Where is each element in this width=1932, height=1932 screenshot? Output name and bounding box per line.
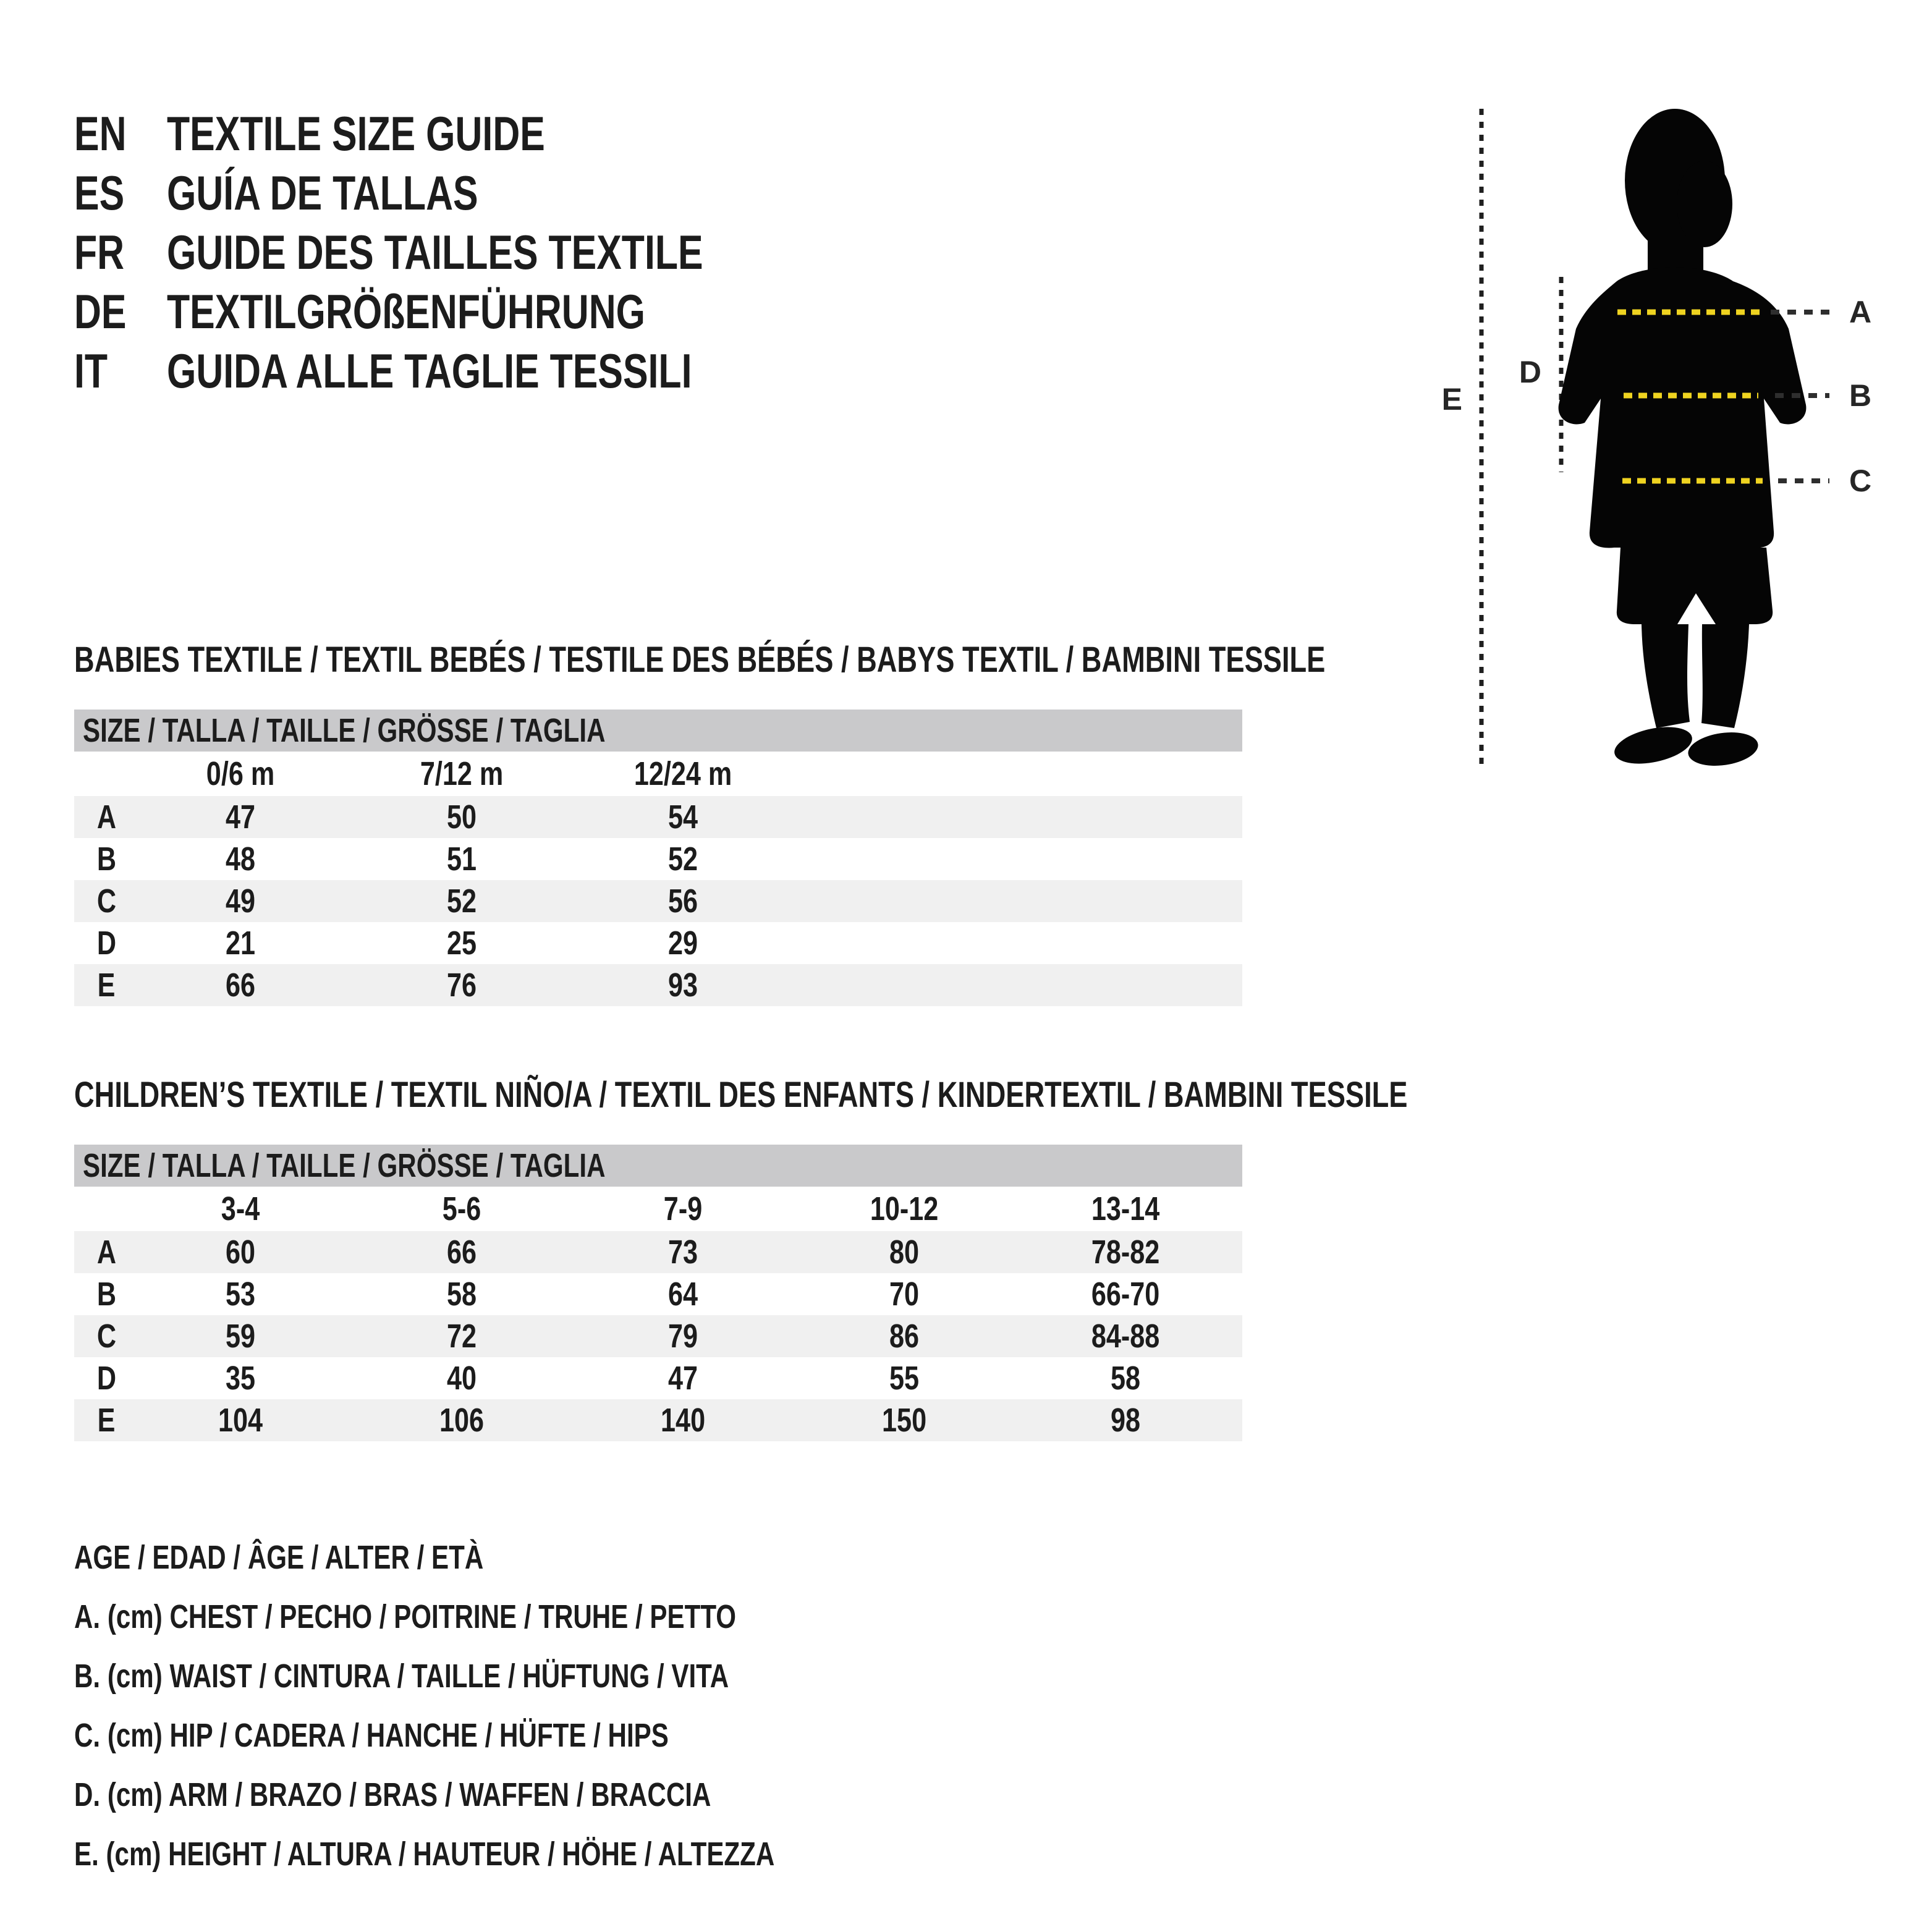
row-label: A: [96, 1234, 116, 1271]
row-label: B: [96, 1276, 116, 1313]
measurement-legend: [74, 1528, 972, 1884]
language-header: [74, 104, 854, 400]
children-row-d: D 35 40 47 55 58: [74, 1357, 1242, 1399]
babies-row-a: A 47 50 54: [74, 796, 1242, 838]
language-code-de: DE: [74, 284, 127, 339]
children-column-header-row: [74, 1187, 1242, 1231]
children-col-10-12: 10-12: [870, 1190, 939, 1227]
row-label: D: [96, 1360, 116, 1397]
language-row-de: [74, 282, 854, 341]
title-en: TEXTILE SIZE GUIDE: [167, 106, 545, 161]
row-label: B: [96, 841, 116, 878]
title-es: GUÍA DE TALLAS: [167, 166, 478, 220]
legend-chest: A. (cm) CHEST / PECHO / POITRINE / TRUHE / PETTO: [74, 1598, 737, 1635]
language-row-es: [74, 163, 854, 222]
babies-col-12-24m: 12/24 m: [633, 755, 732, 792]
children-row-b: B 53 58 64 70 66-70: [74, 1273, 1242, 1315]
legend-arm: D. (cm) ARM / BRAZO / BRAS / WAFFEN / BRACCIA: [74, 1776, 711, 1813]
legend-height: E. (cm) HEIGHT / ALTURA / HAUTEUR / HÖHE / ALTEZZA: [74, 1836, 775, 1873]
row-label: A: [96, 799, 116, 836]
figure-label-d: D: [1519, 355, 1541, 389]
figure-label-a: A: [1849, 295, 1872, 329]
language-code-it: IT: [74, 344, 108, 398]
figure-label-e: E: [1441, 382, 1462, 417]
language-row-it: [74, 341, 854, 400]
language-code-es: ES: [74, 166, 125, 220]
babies-row-b: B 48 51 52: [74, 838, 1242, 880]
title-de: TEXTILGRÖßENFÜHRUNG: [167, 284, 645, 339]
children-col-13-14: 13-14: [1091, 1190, 1160, 1227]
babies-row-d: D 21 25 29: [74, 922, 1242, 964]
language-row-fr: [74, 222, 854, 282]
children-col-7-9: 7-9: [663, 1190, 703, 1227]
babies-col-0-6m: 0/6 m: [206, 755, 275, 792]
babies-row-e: E 66 76 93: [74, 964, 1242, 1006]
row-label: E: [97, 1402, 116, 1439]
language-code-fr: FR: [74, 225, 125, 279]
row-label: E: [97, 967, 116, 1004]
children-size-header-bar: SIZE / TALLA / TAILLE / GRÖSSE / TAGLIA: [74, 1145, 1242, 1187]
legend-waist: B. (cm) WAIST / CINTURA / TAILLE / HÜFTUNG / VITA: [74, 1658, 729, 1695]
children-row-e: E 104 106 140 150 98: [74, 1399, 1242, 1441]
row-label: C: [96, 1318, 116, 1355]
language-row-en: [74, 104, 854, 163]
figure-label-c: C: [1849, 464, 1872, 498]
children-row-c: C 59 72 79 86 84-88: [74, 1315, 1242, 1357]
children-col-3-4: 3-4: [221, 1190, 260, 1227]
babies-column-header-row: [74, 752, 1242, 796]
children-section-title: CHILDREN’S TEXTILE / TEXTIL NIÑO/A / TEXTIL DES ENFANTS / KINDERTEXTIL / BAMBINI TESSILE: [74, 1075, 1408, 1115]
children-row-a: A 60 66 73 80 78-82: [74, 1231, 1242, 1273]
children-col-5-6: 5-6: [442, 1190, 481, 1227]
row-label: D: [96, 925, 116, 962]
title-fr: GUIDE DES TAILLES TEXTILE: [167, 225, 703, 279]
figure-label-b: B: [1849, 378, 1872, 413]
row-label: C: [96, 883, 116, 920]
language-code-en: EN: [74, 106, 127, 161]
babies-section-title: BABIES TEXTILE / TEXTIL BEBÉS / TESTILE DES BÉBÉS / BABYS TEXTIL / BAMBINI TESSILE: [74, 640, 1326, 680]
legend-hip: C. (cm) HIP / CADERA / HANCHE / HÜFTE / HIPS: [74, 1717, 669, 1754]
babies-row-c: C 49 52 56: [74, 880, 1242, 922]
legend-age: AGE / EDAD / ÂGE / ALTER / ETÀ: [74, 1539, 484, 1576]
size-figure: [1409, 93, 1932, 791]
title-it: GUIDA ALLE TAGLIE TESSILI: [167, 344, 692, 398]
babies-col-7-12m: 7/12 m: [420, 755, 504, 792]
babies-size-header-bar: SIZE / TALLA / TAILLE / GRÖSSE / TAGLIA: [74, 710, 1242, 752]
